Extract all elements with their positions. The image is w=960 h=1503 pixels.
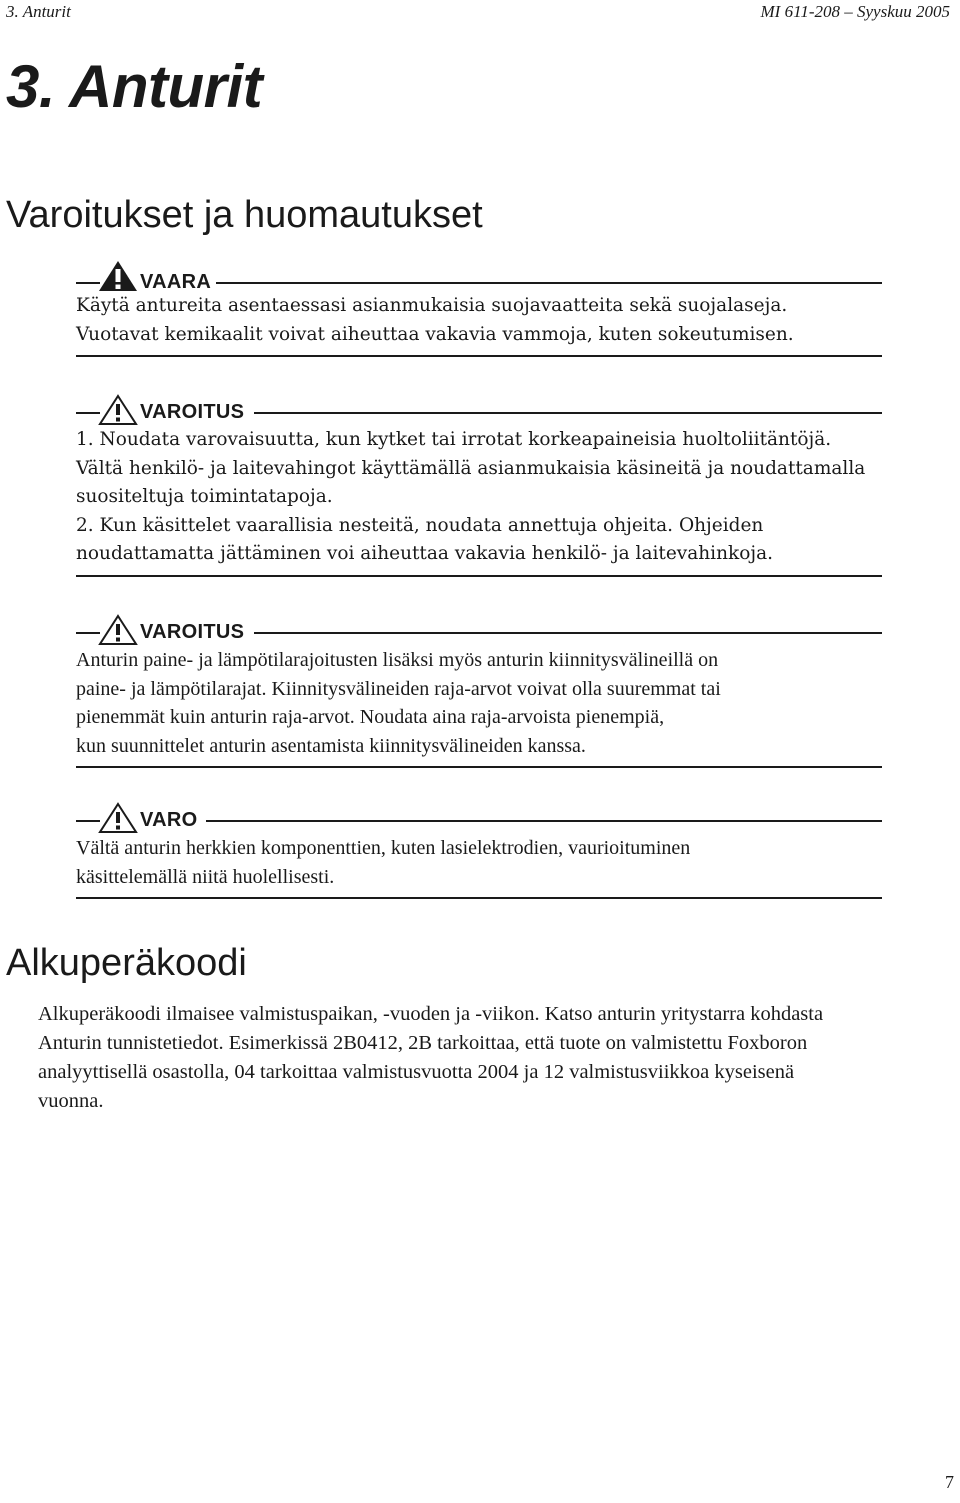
notice-header [76,396,882,426]
notice-label: VARO [140,809,198,831]
chapter-title: 3. Anturit [6,53,263,120]
notice-rule-left [76,632,100,634]
notice-text [76,426,882,569]
notice-line: Anturin paine- ja lämpötilarajoitusten lisäksi myös anturin kiinnitysvälineillä on [76,649,719,671]
notice-label: VAARA [140,271,212,293]
paragraph-line: Alkuperäkoodi ilmaisee valmistuspaikan, -vuoden ja -viikon. Katso anturin yritystarra kohdasta [38,1003,824,1025]
notice-line: Käytä antureita asentaessasi asianmukaisia suojavaatteita sekä suojalaseja. [76,295,788,316]
warning-filled-icon [98,260,138,292]
notice-bottom-rule [76,766,882,768]
page-number: 7 [945,1472,954,1492]
notice-line: suositeltuja toimintatapoja. [76,486,333,507]
notice-warning [76,616,882,768]
notice-text [76,834,882,891]
notice-label: VAROITUS [140,621,245,643]
notice-line: noudattamatta jättäminen voi aiheuttaa vakavia henkilö- ja laitevahinkoja. [76,543,773,564]
notice-line: pienemmät kuin anturin raja-arvot. Noudata aina raja-arvoista pienempiä, [76,706,665,728]
paragraph-line: analyyttisellä osastolla, 04 tarkoittaa valmistusvuotta 2004 ja 12 valmistusviikkoa kyseisenä [38,1061,795,1083]
notice-line: Vuotavat kemikaalit voivat aiheuttaa vakavia vammoja, kuten sokeutumisen. [76,323,794,345]
notice-rule-right [254,412,882,414]
notice-rule-left [76,412,100,414]
notice-rule-right [216,282,882,284]
notice-line: kun suunnittelet anturin asentamista kiinnitysvälineiden kanssa. [76,734,586,757]
section-title-origin-code: Alkuperäkoodi [6,942,247,984]
notice-label: VAROITUS [140,401,245,423]
notice-rule-left [76,282,100,284]
notice-header [76,262,882,292]
notice-caution [76,804,882,899]
paragraph-line: vuonna. [38,1090,104,1112]
notice-bottom-rule [76,355,882,357]
origin-code-paragraph [38,1000,943,1116]
notice-text [76,292,882,349]
notice-line: 1. Noudata varovaisuutta, kun kytket tai irrotat korkeapaineisia huoltoliitäntöjä. [76,429,832,450]
running-header-chapter: 3. Anturit [6,2,71,21]
notice-line: Vältä anturin herkkien komponenttien, kuten lasielektrodien, vaurioituminen [76,837,691,859]
notice-line: käsittelemällä niitä huolellisesti. [76,865,335,888]
notice-bottom-rule [76,575,882,577]
notice-line: 2. Kun käsittelet vaarallisia nesteitä, noudata annettuja ohjeita. Ohjeiden [76,514,764,536]
notice-warning [76,396,882,577]
running-header [0,0,960,24]
notice-rule-right [254,632,882,634]
notice-rule-right [206,820,882,822]
notice-danger [76,262,882,357]
notice-header [76,616,882,646]
warning-outline-icon [98,614,138,646]
running-header-doc-id: MI 611-208 – Syyskuu 2005 [760,2,950,21]
notice-header [76,804,882,834]
warning-outline-icon [98,394,138,426]
section-title-warnings: Varoitukset ja huomautukset [6,194,483,236]
notice-line: paine- ja lämpötilarajat. Kiinnitysvälineiden raja-arvot voivat olla suuremmat tai [76,677,721,700]
notice-line: Vältä henkilö- ja laitevahingot käyttämällä asianmukaisia käsineitä ja noudattamalla [76,457,866,479]
warning-outline-icon [98,802,138,834]
notice-bottom-rule [76,897,882,899]
notice-text [76,646,882,760]
paragraph-line: Anturin tunnistetiedot. Esimerkissä 2B0412, 2B tarkoittaa, että tuote on valmistettu Foxboron [38,1032,808,1054]
notice-rule-left [76,820,100,822]
